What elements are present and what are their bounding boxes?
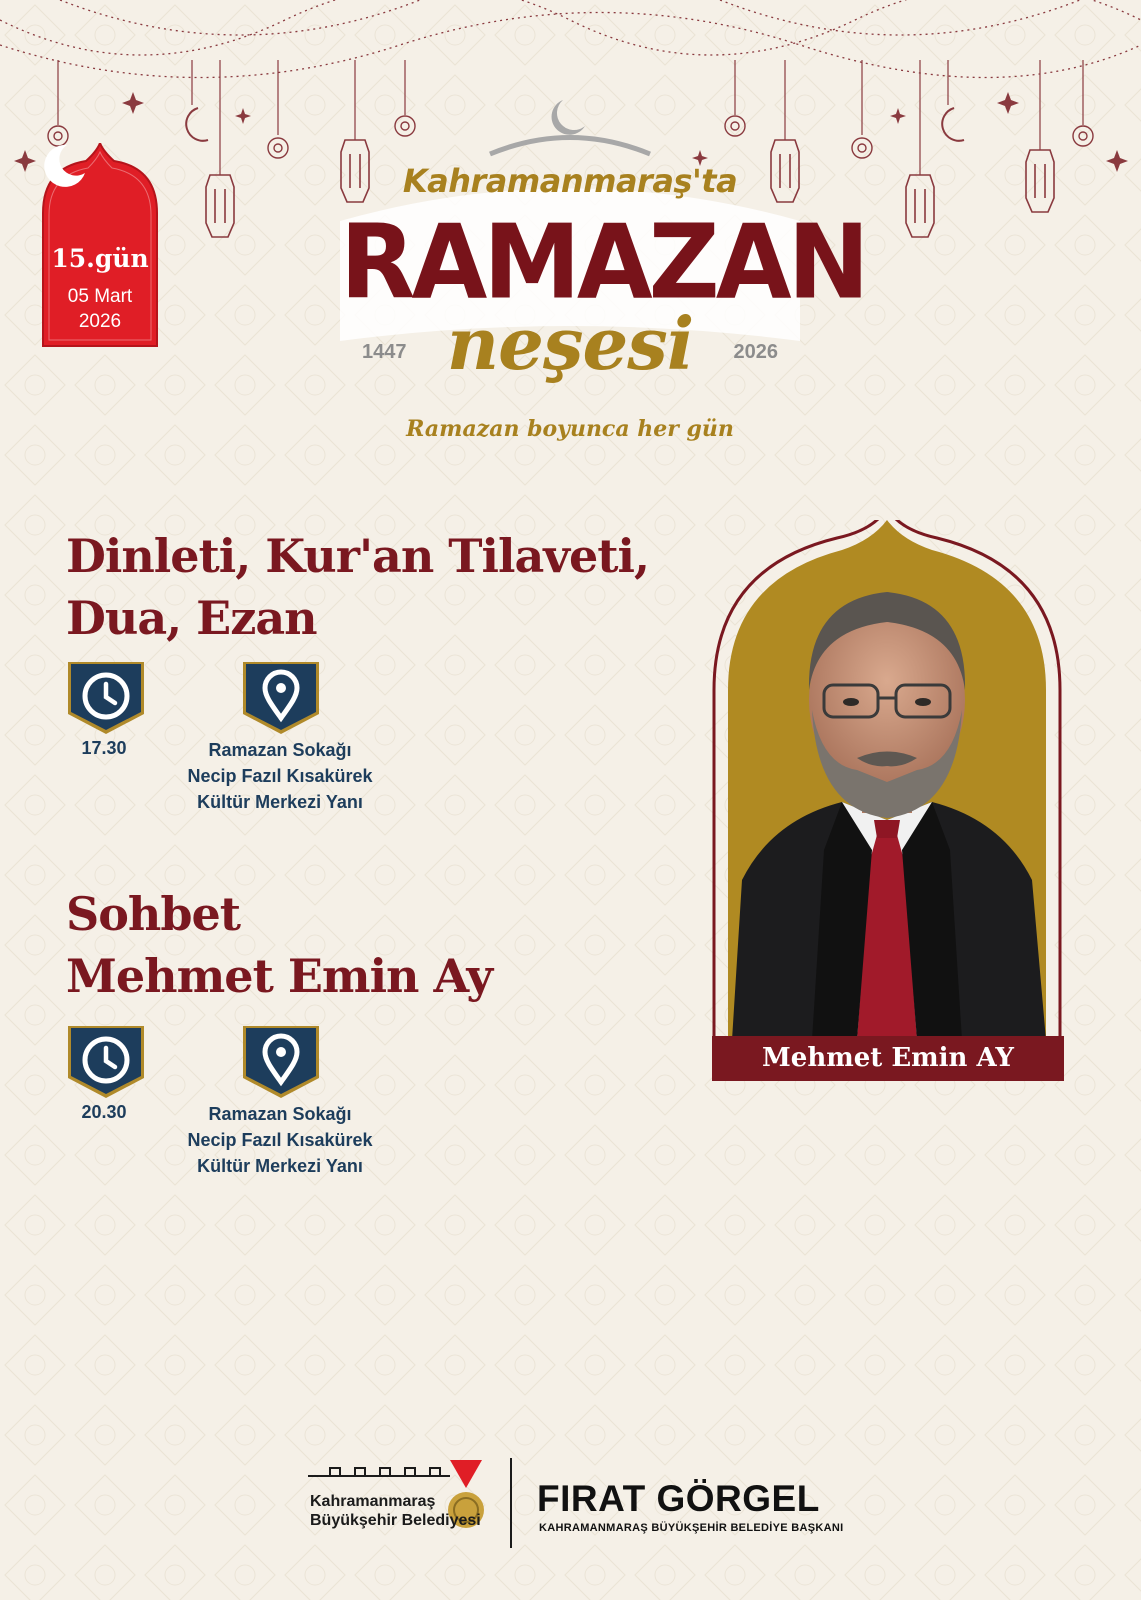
municipality-name bbox=[310, 1492, 481, 1530]
badge-date-line2: 2026 bbox=[78, 311, 122, 332]
clock-icon bbox=[66, 660, 146, 736]
badge-date-line1: 05 Mart bbox=[67, 286, 133, 307]
event-1-location-line2: Necip Fazıl Kısakürek bbox=[187, 766, 373, 786]
speaker-photo bbox=[712, 520, 1064, 1040]
municipality-name-line1: Kahramanmaraş bbox=[310, 1493, 436, 1510]
clock-icon bbox=[66, 1024, 146, 1100]
event-1-location-line3: Kültür Merkezi Yanı bbox=[197, 792, 363, 812]
ramazan-nesesi-logo bbox=[340, 96, 866, 466]
event-1-time: 17.30 bbox=[81, 738, 127, 758]
crescent-icon bbox=[41, 143, 87, 189]
logo-main-text: RAMAZAN bbox=[340, 203, 866, 323]
speaker-portrait bbox=[712, 520, 1062, 1080]
logo-year-hijri: 1447 bbox=[362, 341, 407, 363]
event-2-title bbox=[66, 883, 492, 1007]
event-1-location-line1: Ramazan Sokağı bbox=[208, 740, 352, 760]
event-1-title bbox=[66, 525, 649, 649]
event-2-location-line2: Necip Fazıl Kısakürek bbox=[187, 1130, 373, 1150]
logo-sub-text: neşesi bbox=[446, 301, 694, 386]
event-2-location-line1: Ramazan Sokağı bbox=[208, 1104, 352, 1124]
event-2-time: 20.30 bbox=[81, 1102, 127, 1122]
logo-top-text: Kahramanmaraş'ta bbox=[402, 162, 738, 200]
event-2-location bbox=[150, 1101, 410, 1179]
municipality-logo bbox=[300, 1458, 490, 1538]
badge-date bbox=[41, 284, 159, 334]
mayor-role: KAHRAMANMARAŞ BÜYÜKŞEHİR BELEDİYE BAŞKANI bbox=[539, 1522, 844, 1534]
logo-tagline: Ramazan boyunca her gün bbox=[406, 416, 734, 442]
day-badge bbox=[41, 143, 159, 348]
event-2-title-line2: Mehmet Emin Ay bbox=[66, 949, 493, 1003]
location-pin-icon bbox=[241, 660, 321, 736]
speaker-name-label: Mehmet Emin AY bbox=[712, 1036, 1064, 1081]
day-number: 15.gün bbox=[51, 244, 149, 273]
footer-divider bbox=[510, 1458, 512, 1548]
municipality-name-line2: Büyükşehir Belediyesi bbox=[310, 1512, 481, 1529]
event-1-title-line2: Dua, Ezan bbox=[66, 591, 317, 645]
event-1-location bbox=[150, 737, 410, 815]
event-2-title-line1: Sohbet bbox=[66, 887, 241, 941]
event-2-location-line3: Kültür Merkezi Yanı bbox=[197, 1156, 363, 1176]
location-pin-icon bbox=[241, 1024, 321, 1100]
mayor-name: FIRAT GÖRGEL bbox=[537, 1478, 820, 1519]
logo-year-gregorian: 2026 bbox=[733, 341, 778, 363]
event-1-title-line1: Dinleti, Kur'an Tilaveti, bbox=[66, 529, 650, 583]
